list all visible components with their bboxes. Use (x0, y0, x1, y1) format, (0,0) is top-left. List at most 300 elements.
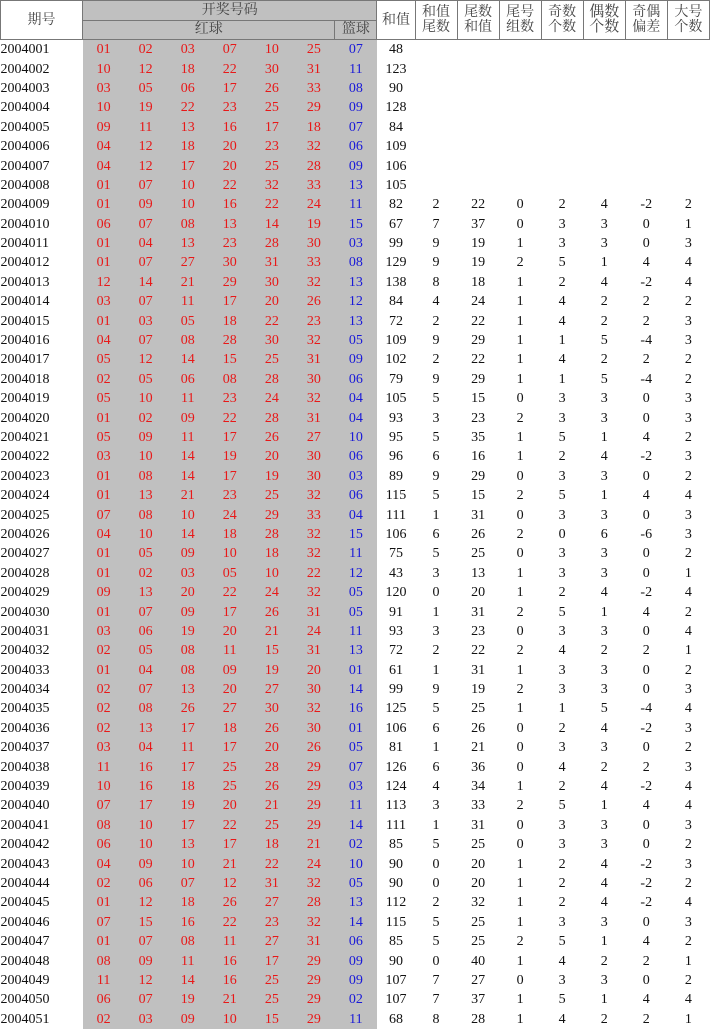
red-ball-number: 12 (209, 874, 251, 893)
red-ball-number: 31 (293, 59, 335, 78)
stat-tail-groups: 2 (516, 488, 524, 504)
stat-tail-groups: 1 (516, 662, 524, 678)
stat-tail-sum: 34 (471, 779, 486, 795)
stat-odd-even-diff: 2 (642, 313, 650, 329)
red-ball-number: 16 (167, 913, 209, 932)
blue-ball-number: 11 (335, 796, 377, 815)
stat-big-count (667, 137, 709, 156)
blue-ball-number: 14 (335, 680, 377, 699)
red-ball-number: 10 (125, 525, 167, 544)
stat-odd-count: 5 (558, 992, 566, 1008)
blue-ball-number: 13 (335, 311, 377, 330)
stat-tail-groups (499, 98, 541, 117)
stat-sum-tail: 1 (432, 604, 440, 620)
red-ball-number: 28 (209, 331, 251, 350)
red-ball-number: 32 (293, 331, 335, 350)
red-ball-number: 09 (83, 583, 125, 602)
red-ball-number: 31 (251, 874, 293, 893)
red-ball-number: 07 (125, 602, 167, 621)
red-ball-number: 23 (209, 389, 251, 408)
stat-tail-sum: 16 (471, 449, 486, 465)
issue-number: 2004002 (0, 61, 50, 77)
blue-ball-number: 10 (335, 428, 377, 447)
red-ball-number: 29 (293, 777, 335, 796)
table-row (1, 311, 710, 330)
red-ball-number: 01 (83, 195, 125, 214)
stat-tail-groups: 1 (516, 701, 524, 717)
stat-big-count: 2 (684, 197, 692, 213)
red-ball-number: 02 (83, 370, 125, 389)
red-ball-number: 26 (293, 292, 335, 311)
red-ball-number: 03 (83, 292, 125, 311)
stat-even-count: 3 (600, 837, 608, 853)
table-row (1, 525, 710, 544)
red-ball-number: 15 (251, 641, 293, 660)
stat-big-count: 2 (684, 371, 692, 387)
stat-sum-tail: 6 (432, 720, 440, 736)
blue-ball-number: 05 (335, 331, 377, 350)
stat-even-count: 4 (600, 585, 608, 601)
red-ball-number: 24 (209, 505, 251, 524)
header-draw-numbers: 开奖号码 (83, 1, 377, 21)
sum-value: 111 (385, 817, 406, 833)
blue-ball-number: 12 (335, 564, 377, 583)
stat-tail-sum: 15 (471, 391, 486, 407)
sum-value: 115 (385, 914, 407, 930)
red-ball-number: 30 (293, 370, 335, 389)
stat-tail-sum (457, 79, 499, 98)
stat-sum-tail: 2 (432, 313, 440, 329)
red-ball-number: 01 (83, 408, 125, 427)
table-row (1, 447, 710, 466)
stat-even-count: 5 (600, 333, 608, 349)
stat-even-count: 5 (600, 371, 608, 387)
stat-tail-sum: 26 (471, 720, 486, 736)
sum-value: 99 (388, 236, 403, 252)
stat-sum-tail: 5 (432, 488, 440, 504)
stat-even-count: 4 (600, 875, 608, 891)
sum-value: 79 (388, 371, 403, 387)
red-ball-number: 17 (209, 602, 251, 621)
red-ball-number: 23 (209, 98, 251, 117)
stat-tail-sum: 25 (471, 934, 486, 950)
red-ball-number: 23 (209, 234, 251, 253)
table-header (1, 1, 710, 40)
issue-number: 2004034 (0, 682, 50, 698)
red-ball-number: 22 (209, 408, 251, 427)
red-ball-number: 01 (83, 234, 125, 253)
stat-tail-sum: 23 (471, 623, 486, 639)
issue-number: 2004038 (0, 759, 50, 775)
red-ball-number: 09 (167, 1010, 209, 1029)
red-ball-number: 13 (167, 680, 209, 699)
header-stat-3: 奇数 个数 (541, 1, 583, 40)
stat-sum-tail: 8 (432, 274, 440, 290)
stat-tail-groups: 0 (516, 468, 524, 484)
red-ball-number: 18 (167, 137, 209, 156)
stat-tail-groups: 2 (516, 682, 524, 698)
red-ball-number: 24 (251, 389, 293, 408)
stat-tail-groups: 2 (516, 798, 524, 814)
stat-odd-even-diff (625, 98, 667, 117)
table-row (1, 816, 710, 835)
red-ball-number: 25 (251, 971, 293, 990)
stat-tail-groups: 2 (516, 410, 524, 426)
stat-tail-groups: 0 (516, 391, 524, 407)
blue-ball-number: 08 (335, 253, 377, 272)
red-ball-number: 17 (209, 467, 251, 486)
stat-tail-groups: 1 (516, 914, 524, 930)
stat-big-count: 4 (684, 488, 692, 504)
red-ball-number: 21 (167, 273, 209, 292)
blue-ball-number: 09 (335, 350, 377, 369)
stat-odd-count: 4 (558, 1011, 566, 1027)
stat-even-count (583, 118, 625, 137)
table-row (1, 98, 710, 117)
stat-odd-count: 3 (558, 507, 566, 523)
sum-value: 105 (385, 391, 407, 407)
table-row (1, 408, 710, 427)
table-row (1, 292, 710, 311)
red-ball-number: 09 (125, 195, 167, 214)
stat-sum-tail: 1 (432, 507, 440, 523)
stat-big-count: 2 (684, 294, 692, 310)
red-ball-number: 26 (251, 719, 293, 738)
red-ball-number: 11 (167, 292, 209, 311)
stat-even-count: 6 (600, 526, 608, 542)
red-ball-number: 12 (125, 59, 167, 78)
sum-value: 93 (388, 410, 403, 426)
red-ball-number: 12 (125, 137, 167, 156)
stat-tail-sum: 25 (471, 546, 486, 562)
table-row (1, 680, 710, 699)
table-row (1, 719, 710, 738)
stat-odd-count: 5 (558, 934, 566, 950)
red-ball-number: 12 (125, 971, 167, 990)
sum-value: 72 (388, 313, 403, 329)
stat-odd-count: 2 (558, 720, 566, 736)
sum-value: 102 (385, 352, 407, 368)
stat-even-count: 1 (600, 604, 608, 620)
stat-big-count: 3 (684, 682, 692, 698)
table-row (1, 602, 710, 621)
stat-sum-tail: 7 (432, 992, 440, 1008)
stat-tail-sum: 20 (471, 856, 486, 872)
red-ball-number: 27 (209, 699, 251, 718)
blue-ball-number: 13 (335, 176, 377, 195)
red-ball-number: 11 (83, 757, 125, 776)
red-ball-number: 10 (209, 544, 251, 563)
stat-tail-groups: 0 (516, 817, 524, 833)
stat-tail-groups: 0 (516, 546, 524, 562)
red-ball-number: 18 (167, 59, 209, 78)
red-ball-number: 18 (209, 719, 251, 738)
stat-odd-even-diff: -4 (640, 333, 653, 349)
stat-odd-count: 3 (558, 837, 566, 853)
stat-tail-groups: 1 (516, 236, 524, 252)
stat-big-count: 1 (684, 565, 692, 581)
stat-tail-sum: 29 (471, 333, 486, 349)
red-ball-number: 18 (167, 777, 209, 796)
stat-big-count: 1 (684, 216, 692, 232)
red-ball-number: 29 (293, 951, 335, 970)
stat-tail-groups: 1 (516, 992, 524, 1008)
stat-tail-sum (457, 40, 499, 60)
issue-number: 2004033 (0, 662, 50, 678)
stat-big-count (667, 40, 709, 60)
stat-sum-tail: 2 (432, 352, 440, 368)
issue-number: 2004007 (0, 158, 50, 174)
issue-number: 2004022 (0, 449, 50, 465)
sum-value: 125 (385, 701, 407, 717)
stat-sum-tail (415, 156, 457, 175)
red-ball-number: 26 (293, 738, 335, 757)
stat-tail-sum: 19 (471, 255, 486, 271)
sum-value: 90 (388, 856, 403, 872)
stat-tail-sum: 33 (471, 798, 486, 814)
red-ball-number: 07 (83, 913, 125, 932)
stat-tail-groups: 2 (516, 526, 524, 542)
red-ball-number: 02 (83, 1010, 125, 1029)
blue-ball-number: 07 (335, 40, 377, 60)
stat-big-count: 3 (684, 391, 692, 407)
table-row (1, 757, 710, 776)
stat-odd-count: 3 (558, 565, 566, 581)
sum-value: 43 (388, 565, 403, 581)
stat-odd-count: 3 (558, 972, 566, 988)
stat-big-count: 3 (684, 759, 692, 775)
red-ball-number: 05 (125, 544, 167, 563)
stat-even-count: 3 (600, 972, 608, 988)
issue-number: 2004026 (0, 526, 50, 542)
stat-tail-groups: 2 (516, 934, 524, 950)
blue-ball-number: 01 (335, 661, 377, 680)
stat-tail-groups: 1 (516, 953, 524, 969)
red-ball-number: 10 (167, 505, 209, 524)
stat-sum-tail: 0 (432, 585, 440, 601)
red-ball-number: 08 (167, 641, 209, 660)
stat-odd-even-diff: -4 (640, 371, 653, 387)
red-ball-number: 05 (83, 428, 125, 447)
stat-odd-count: 3 (558, 391, 566, 407)
blue-ball-number: 05 (335, 583, 377, 602)
stat-big-count: 3 (684, 410, 692, 426)
stat-odd-count: 3 (558, 914, 566, 930)
stat-tail-groups (499, 79, 541, 98)
stat-even-count: 2 (600, 759, 608, 775)
red-ball-number: 01 (83, 311, 125, 330)
stat-odd-count: 1 (558, 371, 566, 387)
stat-tail-sum: 22 (471, 643, 486, 659)
stat-odd-count: 3 (558, 410, 566, 426)
stat-even-count: 3 (600, 914, 608, 930)
stat-odd-count (541, 79, 583, 98)
stat-even-count: 3 (600, 546, 608, 562)
red-ball-number: 30 (293, 680, 335, 699)
sum-value: 61 (388, 662, 403, 678)
blue-ball-number: 10 (335, 854, 377, 873)
table-row (1, 874, 710, 893)
stat-even-count (583, 176, 625, 195)
red-ball-number: 28 (251, 525, 293, 544)
stat-big-count: 1 (684, 1011, 692, 1027)
stat-even-count: 1 (600, 992, 608, 1008)
stat-tail-sum: 22 (471, 197, 486, 213)
sum-value: 85 (388, 934, 403, 950)
blue-ball-number: 07 (335, 118, 377, 137)
red-ball-number: 26 (167, 699, 209, 718)
red-ball-number: 14 (125, 273, 167, 292)
issue-number: 2004035 (0, 701, 50, 717)
stat-odd-count: 1 (558, 333, 566, 349)
red-ball-number: 10 (83, 59, 125, 78)
red-ball-number: 30 (251, 59, 293, 78)
stat-tail-sum: 20 (471, 875, 486, 891)
stat-big-count: 2 (684, 972, 692, 988)
stat-sum-tail: 0 (432, 953, 440, 969)
stat-odd-count: 5 (558, 255, 566, 271)
stat-tail-groups: 1 (516, 875, 524, 891)
stat-odd-even-diff: 2 (642, 1011, 650, 1027)
sum-value: 106 (385, 158, 407, 174)
red-ball-number: 03 (83, 622, 125, 641)
issue-number: 2004015 (0, 313, 50, 329)
blue-ball-number: 09 (335, 156, 377, 175)
red-ball-number: 07 (125, 253, 167, 272)
stat-tail-groups (499, 176, 541, 195)
stat-odd-count: 3 (558, 468, 566, 484)
header-stat-1: 尾数 和值 (457, 1, 499, 40)
table-row (1, 951, 710, 970)
stat-sum-tail: 2 (432, 895, 440, 911)
red-ball-number: 12 (83, 273, 125, 292)
stat-even-count: 1 (600, 255, 608, 271)
red-ball-number: 18 (167, 893, 209, 912)
table-row (1, 641, 710, 660)
red-ball-number: 22 (209, 816, 251, 835)
red-ball-number: 11 (125, 118, 167, 137)
red-ball-number: 07 (125, 680, 167, 699)
table-row (1, 835, 710, 854)
stat-sum-tail: 3 (432, 798, 440, 814)
table-row (1, 273, 710, 292)
stat-tail-groups: 1 (516, 430, 524, 445)
stat-even-count: 3 (600, 740, 608, 756)
red-ball-number: 19 (251, 661, 293, 680)
sum-value: 91 (388, 604, 403, 620)
red-ball-number: 16 (209, 195, 251, 214)
stat-odd-even-diff (625, 118, 667, 137)
blue-ball-number: 06 (335, 486, 377, 505)
red-ball-number: 12 (125, 350, 167, 369)
sum-value: 113 (385, 798, 407, 814)
red-ball-number: 27 (167, 253, 209, 272)
stat-big-count: 3 (684, 313, 692, 329)
stat-odd-count (541, 156, 583, 175)
red-ball-number: 14 (167, 447, 209, 466)
issue-number: 2004019 (0, 391, 50, 407)
sum-value: 90 (388, 875, 403, 891)
stat-tail-sum: 31 (471, 507, 486, 523)
stat-tail-sum: 32 (471, 895, 486, 911)
stat-tail-groups: 1 (516, 585, 524, 601)
stat-big-count: 3 (684, 507, 692, 523)
red-ball-number: 29 (293, 816, 335, 835)
stat-odd-even-diff (625, 137, 667, 156)
issue-number: 2004020 (0, 410, 50, 426)
red-ball-number: 19 (209, 447, 251, 466)
red-ball-number: 21 (251, 622, 293, 641)
stat-big-count: 4 (684, 255, 692, 271)
stat-odd-count: 2 (558, 197, 566, 213)
stat-even-count: 4 (600, 779, 608, 795)
sum-value: 112 (385, 895, 407, 911)
stat-big-count (667, 156, 709, 175)
sum-value: 109 (385, 139, 407, 155)
red-ball-number: 09 (125, 428, 167, 447)
stat-even-count: 3 (600, 391, 608, 407)
red-ball-number: 20 (209, 796, 251, 815)
stat-even-count: 3 (600, 623, 608, 639)
stat-big-count: 4 (684, 798, 692, 814)
red-ball-number: 13 (167, 118, 209, 137)
sum-value: 95 (388, 430, 403, 445)
stat-tail-groups (499, 137, 541, 156)
stat-odd-even-diff: -2 (640, 585, 653, 601)
stat-odd-count: 5 (558, 488, 566, 504)
red-ball-number: 13 (167, 234, 209, 253)
red-ball-number: 16 (125, 757, 167, 776)
red-ball-number: 04 (125, 661, 167, 680)
stat-sum-tail: 4 (432, 294, 440, 310)
issue-number: 2004003 (0, 80, 50, 96)
red-ball-number: 30 (293, 234, 335, 253)
header-stat-4: 偶数 个数 (583, 1, 625, 40)
stat-big-count: 4 (684, 274, 692, 290)
red-ball-number: 32 (293, 913, 335, 932)
table-row (1, 215, 710, 234)
stat-even-count: 4 (600, 895, 608, 911)
stat-sum-tail: 4 (432, 779, 440, 795)
red-ball-number: 07 (83, 505, 125, 524)
table-row (1, 486, 710, 505)
red-ball-number: 26 (251, 79, 293, 98)
red-ball-number: 05 (83, 389, 125, 408)
red-ball-number: 26 (251, 602, 293, 621)
sum-value: 123 (385, 61, 407, 77)
red-ball-number: 28 (251, 370, 293, 389)
red-ball-number: 17 (251, 951, 293, 970)
issue-number: 2004006 (0, 139, 50, 155)
stat-even-count: 4 (600, 274, 608, 290)
blue-ball-number: 06 (335, 137, 377, 156)
stat-odd-even-diff: 2 (642, 953, 650, 969)
red-ball-number: 25 (251, 156, 293, 175)
red-ball-number: 04 (83, 156, 125, 175)
issue-number: 2004021 (0, 430, 50, 445)
red-ball-number: 03 (125, 311, 167, 330)
red-ball-number: 02 (125, 40, 167, 60)
issue-number: 2004016 (0, 333, 50, 349)
stat-sum-tail (415, 40, 457, 60)
red-ball-number: 05 (209, 564, 251, 583)
stat-tail-groups: 1 (516, 895, 524, 911)
stat-big-count (667, 59, 709, 78)
red-ball-number: 19 (167, 990, 209, 1009)
red-ball-number: 29 (251, 505, 293, 524)
header-red-ball: 红球 (83, 20, 335, 40)
stat-odd-even-diff: 4 (642, 992, 650, 1008)
